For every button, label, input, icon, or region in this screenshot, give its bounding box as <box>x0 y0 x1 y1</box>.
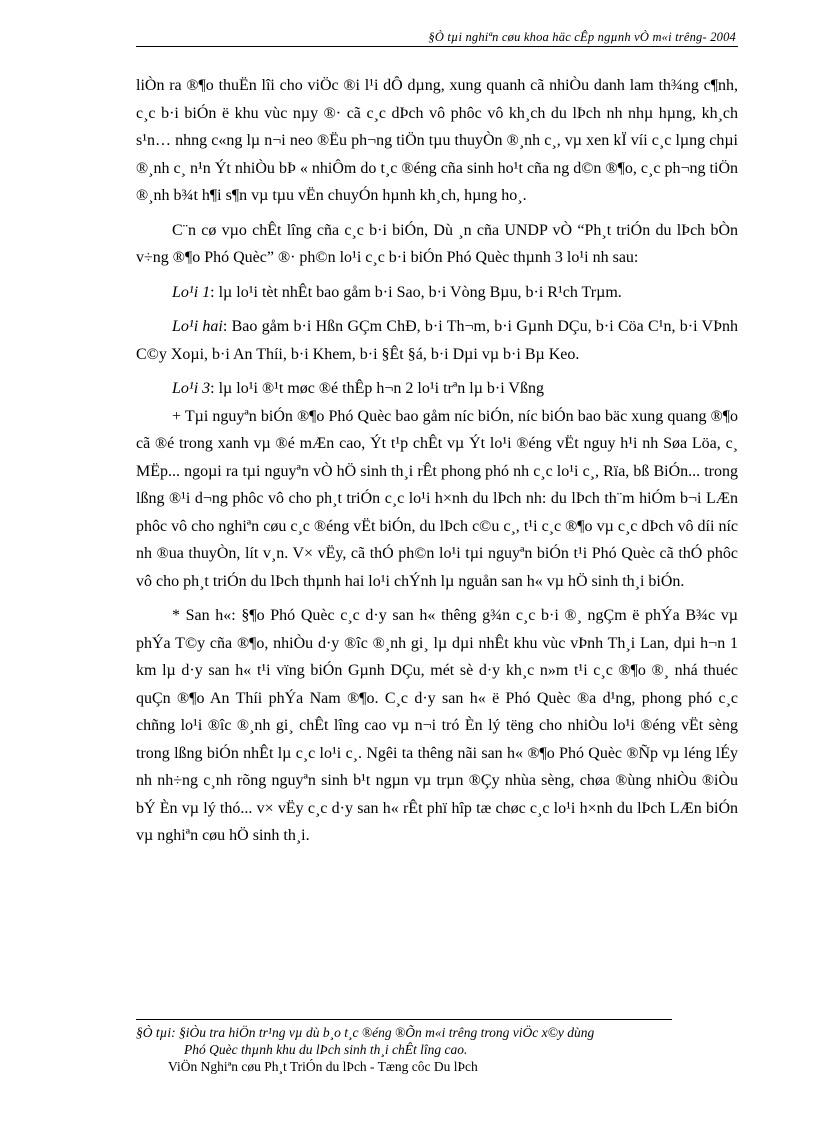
header-rule <box>136 46 738 47</box>
type-2-text: : Bao gåm b·i Hßn GÇm ChÐ, b·i Th¬m, b·i Gµnh DÇu, b·i Cöa C¹n, b·i VÞnh C©y Xoµi, b·i An Thíi, b·i Khem, b·i §Êt §á, b·i Dµi vµ b·i Bµ Keo. <box>136 318 738 363</box>
paragraph-coral: * San h«: §¶o Phó Quèc c¸c d·y san h« thêng g¾n c¸c b·i ®¸ ngÇm ë phÝa B¾c vµ phÝa T©y cña ®¶o, nhiÒu d·y ®îc ®¸nh gi¸ lµ dµi nhÊt khu vùc vÞnh Th¸i Lan, dµi h¬n 1 km lµ d·y san h« t¹i vïng biÓn Gµnh DÇu, mét sè d·y kh¸c n»m t¹i c¸c ®¶o ®¸ nhá thuéc quÇn ®¶o An Thíi phÝa Nam ®¶o. C¸c d·y san h« ë Phó Quèc ®a d¹ng, phong phó c¸c chñng lo¹i ®îc ®¸nh gi¸ chÊt lîng cao vµ n¬i tró Èn lý tëng cho nhiÒu lo¹i ®éng vËt sèng trong lßng biÓn nhÊt lµ c¸c lo¹i c¸. Ngêi ta thêng nãi san h« ®¶o Phó Quèc ®Ñp vµ léng lÉy nh nh÷ng c¸nh rõng nguyªn sinh b¹t ngµn vµ trµn ®Çy nhùa sèng, chøa ®ùng nhiÒu ®iÒu bÝ Èn vµ lý thó... v× vËy c¸c d·y san h« rÊt phï hîp tæ chøc c¸c lo¹i h×nh du lÞch LÆn biÓn vµ nghiªn cøu hÖ sinh th¸i. <box>136 607 738 844</box>
paragraph-type-3 <box>136 375 738 403</box>
footer <box>136 1024 738 1075</box>
type-3-label: Lo¹i 3 <box>172 380 211 397</box>
paragraph-marine-resources: + Tµi nguyªn biÓn ®¶o Phó Quèc bao gåm níc biÓn, níc biÓn bao bäc xung quang ®¶o cã ®é trong xanh vµ ®é mÆn cao, Ýt t¹p chÊt vµ Ýt lo¹i ®éng vËt nguy h¹i nh Søa Löa, c¸ MËp... ngoµi ra tµi nguyªn vÒ hÖ sinh th¸i rÊt phong phó nh c¸c lo¹i c¸, Rïa, bß BiÓn... trong lßng ®¹i d¬ng phôc vô cho ph¸t triÓn c¸c lo¹i h×nh du lÞch nh: du lÞch th¨m hiÓm b¬i LÆn phôc vô cho nghiªn cøu c¸c ®éng vËt biÓn, du lÞch c©u c¸, t¹i c¸c ®¶o vµ c¸c dÞch vô díi níc nh ®ua thuyÒn, lít v¸n. V× vËy, cã thÓ ph©n lo¹i tµi nguyªn biÓn t¹i Phó Quèc cã thÓ phôc vô cho ph¸t triÓn du lÞch thµnh hai lo¹i chÝnh lµ nguån san h« vµ hÖ sinh th¸i biÓn. <box>136 407 738 590</box>
paragraph-type-2 <box>136 313 738 368</box>
footer-line-3: ViÖn Nghiªn cøu Ph¸t TriÓn du lÞch - Tæng côc Du lÞch <box>168 1059 478 1074</box>
type-1-label: Lo¹i 1 <box>172 283 211 301</box>
type-1-text: : lµ lo¹i tèt nhÊt bao gåm b·i Sao, b·i Vòng Bµu, b·i R¹ch Trµm. <box>210 283 622 301</box>
footer-line-1: §Ò tµi: §iÒu tra hiÖn tr¹ng vµ dù b¸o t¸c ®éng ®Õn m«i trêng trong viÖc x©y dùng <box>136 1025 595 1040</box>
type-2-label: Lo¹i hai <box>172 318 223 335</box>
footer-rule <box>136 1019 672 1020</box>
type-3-text: : lµ lo¹i ®¹t møc ®é thÊp h¬n 2 lo¹i trªn lµ b·i Vßng <box>210 380 544 397</box>
running-header: §Ò tµi nghiªn cøu khoa häc cÊp ngµnh vÒ m«i trêng- 2004 <box>428 30 736 44</box>
paragraph-classification-intro: C¨n cø vµo chÊt lîng cña c¸c b·i biÓn, Dù ¸n cña UNDP vÒ “Ph¸t triÓn du lÞch bÒn v÷ng ®¶o Phó Quèc” ®· ph©n lo¹i c¸c b·i biÓn Phó Quèc thµnh 3 lo¹i nh sau: <box>136 221 738 266</box>
paragraph-intro-continuation: liÒn ra ®¶o thuËn lîi cho viÖc ®i l¹i dÔ dµng, xung quanh cã nhiÒu danh lam th¾ng c¶nh, c¸c b·i biÓn ë khu vùc nµy ®· cã c¸c dÞch vô phôc vô kh¸ch du lÞch nh nhµ hµng, kh¸ch s¹n… nhng c«ng lµ n¬i neo ®Ëu ph¬ng tiÖn tµu thuyÒn ®¸nh c¸, vµ xen kÏ víi c¸c lµng chµi ®¸nh c¸ n¹n Ýt nhiÒu bÞ « nhiÔm do t¸c ®éng cña sinh ho¹t cña ng d©n ®¶o, c¸c ph¬ng tiÖn ®¸nh b¾t h¶i s¶n vµ tµu vËn chuyÓn hµnh kh¸ch, hµng ho¸. <box>136 77 738 204</box>
paragraph-type-1 <box>136 279 738 307</box>
footer-line-2: Phó Quèc thµnh khu du lÞch sinh th¸i chÊt lîng cao. <box>184 1042 468 1057</box>
body-text <box>136 72 738 857</box>
